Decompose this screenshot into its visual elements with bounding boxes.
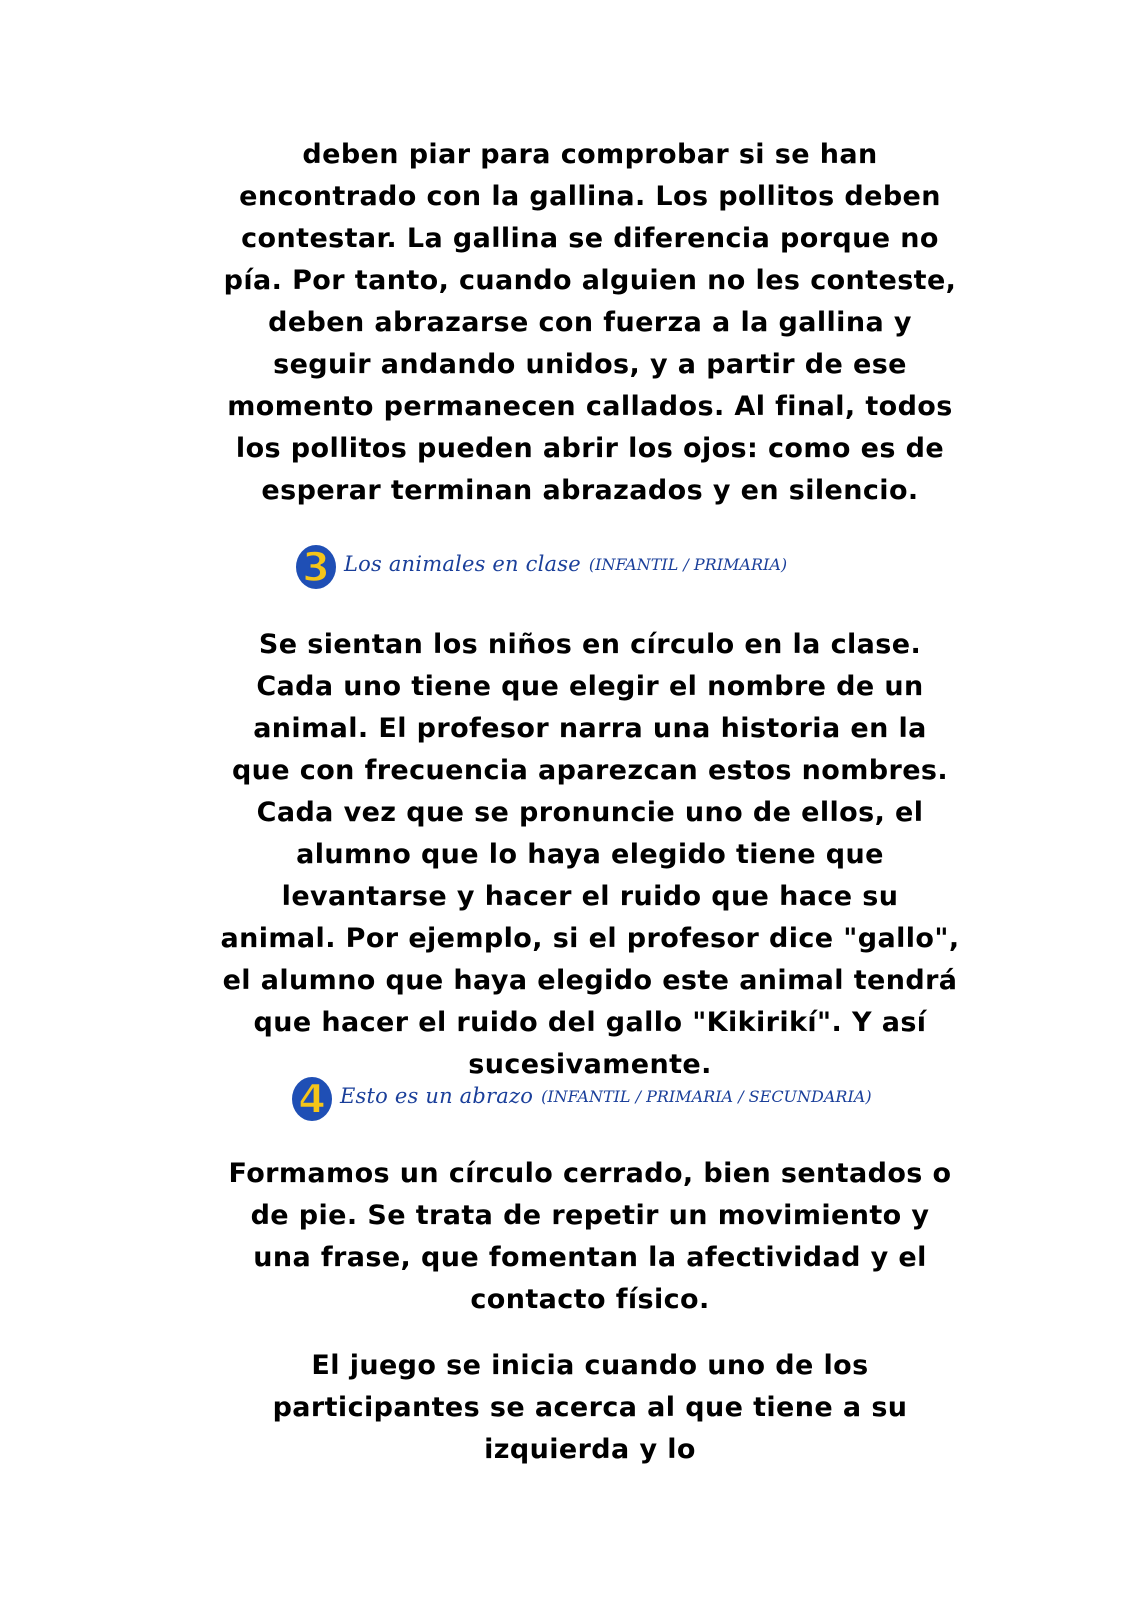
paragraph-abrazo-juego: El juego se inicia cuando uno de los participantes se acerca al que tiene a su izquierda y lo	[272, 1350, 908, 1465]
section-heading-3	[294, 534, 787, 594]
svg-text:3: 3	[302, 545, 330, 591]
section-tag-3: (INFANTIL / PRIMARIA)	[588, 554, 788, 574]
section-title-3: Los animales en clase	[344, 552, 581, 576]
section-title-4: Esto es un abrazo	[340, 1084, 534, 1108]
section-tag-4: (INFANTIL / PRIMARIA / SECUNDARIA)	[541, 1086, 872, 1106]
section-heading-4	[290, 1066, 872, 1126]
paragraph-abrazo-intro: Formamos un círculo cerrado, bien sentados o de pie. Se trata de repetir un movimiento y una frase, que fomentan la afectividad y el contacto físico.	[228, 1158, 952, 1315]
number-3-badge-icon	[294, 537, 338, 591]
paragraph-animales-en-clase: Se sientan los niños en círculo en la clase. Cada uno tiene que elegir el nombre de un animal. El profesor narra una historia en la que con frecuencia aparezcan estos nombres. Cada vez que se pronuncie uno de ellos, el alumno que lo haya elegido tiene que levantarse y hacer el ruido que hace su animal. Por ejemplo, si el profesor dice "gallo", el alumno que haya elegido este animal tendrá que hacer el ruido del gallo "Kikirikí". Y así sucesivamente.	[220, 629, 960, 1080]
paragraph-gallina-ending: deben piar para comprobar si se han encontrado con la gallina. Los pollitos deben contestar. La gallina se diferencia porque no pía. Por tanto, cuando alguien no les conteste, deben abrazarse con fuerza a la gallina y seguir andando unidos, y a partir de ese momento permanecen callados. Al final, todos los pollitos pueden abrir los ojos: como es de esperar terminan abrazados y en silencio.	[223, 139, 957, 506]
number-4-badge-icon	[290, 1069, 334, 1123]
svg-text:4: 4	[298, 1077, 326, 1123]
